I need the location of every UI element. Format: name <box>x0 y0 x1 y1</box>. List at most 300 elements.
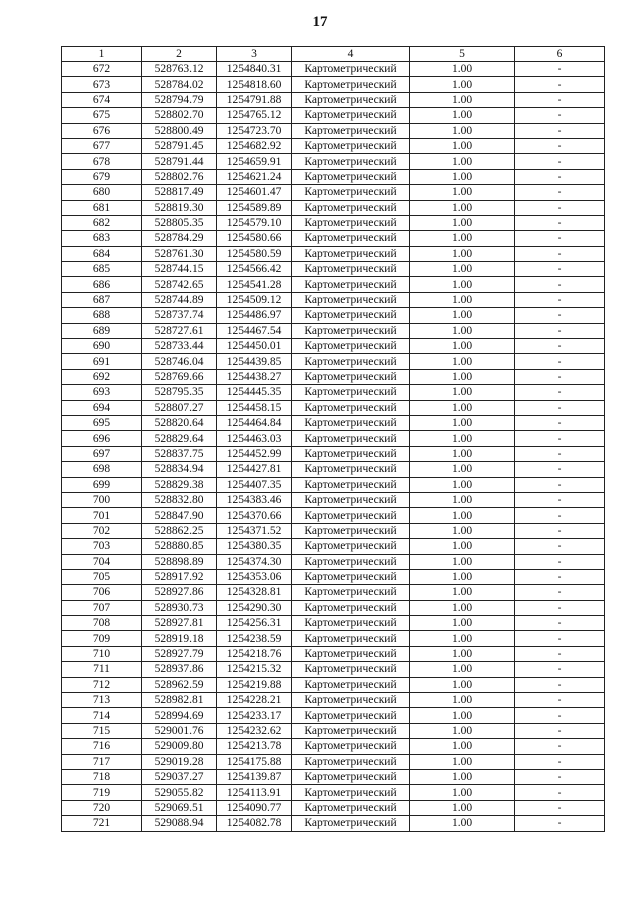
table-row <box>62 677 605 692</box>
point-number-cell: 711 <box>62 662 142 677</box>
note-cell: - <box>515 754 605 769</box>
table-row <box>62 431 605 446</box>
y-coordinate-cell: 1254213.78 <box>217 739 292 754</box>
table-row <box>62 646 605 661</box>
method-cell: Картометрический <box>292 785 410 800</box>
point-number-cell: 716 <box>62 739 142 754</box>
accuracy-cell: 1.00 <box>410 539 515 554</box>
accuracy-cell: 1.00 <box>410 231 515 246</box>
y-coordinate-cell: 1254090.77 <box>217 800 292 815</box>
method-cell: Картометрический <box>292 185 410 200</box>
accuracy-cell: 1.00 <box>410 277 515 292</box>
note-cell: - <box>515 646 605 661</box>
table-row <box>62 339 605 354</box>
table-row <box>62 185 605 200</box>
point-number-cell: 701 <box>62 508 142 523</box>
y-coordinate-cell: 1254439.85 <box>217 354 292 369</box>
method-cell: Картометрический <box>292 215 410 230</box>
y-coordinate-cell: 1254621.24 <box>217 169 292 184</box>
note-cell: - <box>515 477 605 492</box>
method-cell: Картометрический <box>292 569 410 584</box>
method-cell: Картометрический <box>292 262 410 277</box>
x-coordinate-cell: 528737.74 <box>142 308 217 323</box>
table-row <box>62 385 605 400</box>
accuracy-cell: 1.00 <box>410 185 515 200</box>
table-row <box>62 554 605 569</box>
point-number-cell: 715 <box>62 723 142 738</box>
table-row <box>62 415 605 430</box>
point-number-cell: 684 <box>62 246 142 261</box>
method-cell: Картометрический <box>292 523 410 538</box>
y-coordinate-cell: 1254566.42 <box>217 262 292 277</box>
method-cell: Картометрический <box>292 123 410 138</box>
method-cell: Картометрический <box>292 693 410 708</box>
note-cell: - <box>515 277 605 292</box>
point-number-cell: 679 <box>62 169 142 184</box>
accuracy-cell: 1.00 <box>410 200 515 215</box>
accuracy-cell: 1.00 <box>410 585 515 600</box>
note-cell: - <box>515 292 605 307</box>
method-cell: Картометрический <box>292 92 410 107</box>
method-cell: Картометрический <box>292 62 410 77</box>
y-coordinate-cell: 1254175.88 <box>217 754 292 769</box>
table-row <box>62 585 605 600</box>
note-cell: - <box>515 400 605 415</box>
x-coordinate-cell: 528917.92 <box>142 569 217 584</box>
point-number-cell: 714 <box>62 708 142 723</box>
accuracy-cell: 1.00 <box>410 600 515 615</box>
accuracy-cell: 1.00 <box>410 662 515 677</box>
table-row <box>62 492 605 507</box>
method-cell: Картометрический <box>292 415 410 430</box>
y-coordinate-cell: 1254370.66 <box>217 508 292 523</box>
accuracy-cell: 1.00 <box>410 400 515 415</box>
accuracy-cell: 1.00 <box>410 816 515 831</box>
y-coordinate-cell: 1254452.99 <box>217 446 292 461</box>
column-header-1: 1 <box>62 47 142 62</box>
table-row <box>62 400 605 415</box>
accuracy-cell: 1.00 <box>410 462 515 477</box>
x-coordinate-cell: 528791.45 <box>142 138 217 153</box>
x-coordinate-cell: 528744.89 <box>142 292 217 307</box>
table-row <box>62 569 605 584</box>
table-row <box>62 816 605 831</box>
note-cell: - <box>515 769 605 784</box>
y-coordinate-cell: 1254380.35 <box>217 539 292 554</box>
accuracy-cell: 1.00 <box>410 708 515 723</box>
x-coordinate-cell: 528962.59 <box>142 677 217 692</box>
accuracy-cell: 1.00 <box>410 62 515 77</box>
x-coordinate-cell: 528817.49 <box>142 185 217 200</box>
y-coordinate-cell: 1254232.62 <box>217 723 292 738</box>
point-number-cell: 696 <box>62 431 142 446</box>
note-cell: - <box>515 800 605 815</box>
point-number-cell: 692 <box>62 369 142 384</box>
accuracy-cell: 1.00 <box>410 354 515 369</box>
note-cell: - <box>515 108 605 123</box>
y-coordinate-cell: 1254682.92 <box>217 138 292 153</box>
accuracy-cell: 1.00 <box>410 323 515 338</box>
x-coordinate-cell: 528919.18 <box>142 631 217 646</box>
y-coordinate-cell: 1254580.59 <box>217 246 292 261</box>
point-number-cell: 680 <box>62 185 142 200</box>
note-cell: - <box>515 354 605 369</box>
note-cell: - <box>515 631 605 646</box>
table-row <box>62 800 605 815</box>
x-coordinate-cell: 528784.29 <box>142 231 217 246</box>
y-coordinate-cell: 1254765.12 <box>217 108 292 123</box>
coordinates-table <box>61 46 605 832</box>
column-header-4: 4 <box>292 47 410 62</box>
x-coordinate-cell: 528880.85 <box>142 539 217 554</box>
point-number-cell: 709 <box>62 631 142 646</box>
method-cell: Картометрический <box>292 816 410 831</box>
note-cell: - <box>515 154 605 169</box>
note-cell: - <box>515 739 605 754</box>
y-coordinate-cell: 1254464.84 <box>217 415 292 430</box>
method-cell: Картометрический <box>292 477 410 492</box>
y-coordinate-cell: 1254601.47 <box>217 185 292 200</box>
point-number-cell: 708 <box>62 616 142 631</box>
column-header-5: 5 <box>410 47 515 62</box>
page-number: 17 <box>312 14 328 30</box>
point-number-cell: 718 <box>62 769 142 784</box>
table-row <box>62 277 605 292</box>
method-cell: Картометрический <box>292 308 410 323</box>
note-cell: - <box>515 539 605 554</box>
y-coordinate-cell: 1254113.91 <box>217 785 292 800</box>
point-number-cell: 705 <box>62 569 142 584</box>
table-row <box>62 523 605 538</box>
y-coordinate-cell: 1254818.60 <box>217 77 292 92</box>
table-row <box>62 169 605 184</box>
method-cell: Картометрический <box>292 339 410 354</box>
note-cell: - <box>515 62 605 77</box>
y-coordinate-cell: 1254723.70 <box>217 123 292 138</box>
point-number-cell: 720 <box>62 800 142 815</box>
x-coordinate-cell: 529055.82 <box>142 785 217 800</box>
x-coordinate-cell: 529037.27 <box>142 769 217 784</box>
accuracy-cell: 1.00 <box>410 108 515 123</box>
y-coordinate-cell: 1254509.12 <box>217 292 292 307</box>
accuracy-cell: 1.00 <box>410 431 515 446</box>
y-coordinate-cell: 1254139.87 <box>217 769 292 784</box>
x-coordinate-cell: 528847.90 <box>142 508 217 523</box>
note-cell: - <box>515 569 605 584</box>
column-header-3: 3 <box>217 47 292 62</box>
table-row <box>62 77 605 92</box>
note-cell: - <box>515 92 605 107</box>
y-coordinate-cell: 1254233.17 <box>217 708 292 723</box>
x-coordinate-cell: 528898.89 <box>142 554 217 569</box>
note-cell: - <box>515 308 605 323</box>
table-body <box>62 62 605 832</box>
point-number-cell: 693 <box>62 385 142 400</box>
method-cell: Картометрический <box>292 723 410 738</box>
accuracy-cell: 1.00 <box>410 169 515 184</box>
point-number-cell: 697 <box>62 446 142 461</box>
point-number-cell: 677 <box>62 138 142 153</box>
accuracy-cell: 1.00 <box>410 308 515 323</box>
method-cell: Картометрический <box>292 662 410 677</box>
method-cell: Картометрический <box>292 600 410 615</box>
point-number-cell: 712 <box>62 677 142 692</box>
note-cell: - <box>515 816 605 831</box>
accuracy-cell: 1.00 <box>410 339 515 354</box>
method-cell: Картометрический <box>292 369 410 384</box>
accuracy-cell: 1.00 <box>410 292 515 307</box>
method-cell: Картометрический <box>292 77 410 92</box>
accuracy-cell: 1.00 <box>410 693 515 708</box>
table-row <box>62 462 605 477</box>
note-cell: - <box>515 246 605 261</box>
accuracy-cell: 1.00 <box>410 369 515 384</box>
table-row <box>62 231 605 246</box>
accuracy-cell: 1.00 <box>410 123 515 138</box>
x-coordinate-cell: 528837.75 <box>142 446 217 461</box>
point-number-cell: 694 <box>62 400 142 415</box>
method-cell: Картометрический <box>292 354 410 369</box>
table-row <box>62 508 605 523</box>
method-cell: Картометрический <box>292 138 410 153</box>
point-number-cell: 721 <box>62 816 142 831</box>
y-coordinate-cell: 1254082.78 <box>217 816 292 831</box>
accuracy-cell: 1.00 <box>410 215 515 230</box>
note-cell: - <box>515 708 605 723</box>
note-cell: - <box>515 492 605 507</box>
point-number-cell: 688 <box>62 308 142 323</box>
note-cell: - <box>515 431 605 446</box>
method-cell: Картометрический <box>292 169 410 184</box>
point-number-cell: 698 <box>62 462 142 477</box>
x-coordinate-cell: 528733.44 <box>142 339 217 354</box>
x-coordinate-cell: 528802.76 <box>142 169 217 184</box>
note-cell: - <box>515 662 605 677</box>
accuracy-cell: 1.00 <box>410 492 515 507</box>
y-coordinate-cell: 1254374.30 <box>217 554 292 569</box>
x-coordinate-cell: 528744.15 <box>142 262 217 277</box>
y-coordinate-cell: 1254791.88 <box>217 92 292 107</box>
accuracy-cell: 1.00 <box>410 754 515 769</box>
x-coordinate-cell: 528807.27 <box>142 400 217 415</box>
point-number-cell: 710 <box>62 646 142 661</box>
point-number-cell: 719 <box>62 785 142 800</box>
y-coordinate-cell: 1254541.28 <box>217 277 292 292</box>
x-coordinate-cell: 528862.25 <box>142 523 217 538</box>
method-cell: Картометрический <box>292 539 410 554</box>
x-coordinate-cell: 528761.30 <box>142 246 217 261</box>
y-coordinate-cell: 1254438.27 <box>217 369 292 384</box>
point-number-cell: 678 <box>62 154 142 169</box>
table-row <box>62 631 605 646</box>
note-cell: - <box>515 185 605 200</box>
note-cell: - <box>515 508 605 523</box>
point-number-cell: 706 <box>62 585 142 600</box>
point-number-cell: 683 <box>62 231 142 246</box>
x-coordinate-cell: 528800.49 <box>142 123 217 138</box>
method-cell: Картометрический <box>292 554 410 569</box>
x-coordinate-cell: 528982.81 <box>142 693 217 708</box>
table-row <box>62 138 605 153</box>
table-row <box>62 723 605 738</box>
method-cell: Картометрический <box>292 292 410 307</box>
x-coordinate-cell: 528805.35 <box>142 215 217 230</box>
point-number-cell: 707 <box>62 600 142 615</box>
point-number-cell: 675 <box>62 108 142 123</box>
table-row <box>62 354 605 369</box>
table-row <box>62 123 605 138</box>
x-coordinate-cell: 528834.94 <box>142 462 217 477</box>
note-cell: - <box>515 231 605 246</box>
table-row <box>62 739 605 754</box>
y-coordinate-cell: 1254467.54 <box>217 323 292 338</box>
table-row <box>62 616 605 631</box>
accuracy-cell: 1.00 <box>410 523 515 538</box>
x-coordinate-cell: 528746.04 <box>142 354 217 369</box>
note-cell: - <box>515 323 605 338</box>
method-cell: Картометрический <box>292 631 410 646</box>
y-coordinate-cell: 1254450.01 <box>217 339 292 354</box>
x-coordinate-cell: 528820.64 <box>142 415 217 430</box>
accuracy-cell: 1.00 <box>410 138 515 153</box>
x-coordinate-cell: 528802.70 <box>142 108 217 123</box>
y-coordinate-cell: 1254219.88 <box>217 677 292 692</box>
table-header-row <box>62 47 605 62</box>
method-cell: Картометрический <box>292 400 410 415</box>
accuracy-cell: 1.00 <box>410 723 515 738</box>
note-cell: - <box>515 523 605 538</box>
table-row <box>62 446 605 461</box>
method-cell: Картометрический <box>292 677 410 692</box>
x-coordinate-cell: 528930.73 <box>142 600 217 615</box>
x-coordinate-cell: 529019.28 <box>142 754 217 769</box>
point-number-cell: 695 <box>62 415 142 430</box>
note-cell: - <box>515 693 605 708</box>
point-number-cell: 703 <box>62 539 142 554</box>
x-coordinate-cell: 528795.35 <box>142 385 217 400</box>
point-number-cell: 702 <box>62 523 142 538</box>
x-coordinate-cell: 528832.80 <box>142 492 217 507</box>
x-coordinate-cell: 528937.86 <box>142 662 217 677</box>
method-cell: Картометрический <box>292 769 410 784</box>
point-number-cell: 676 <box>62 123 142 138</box>
accuracy-cell: 1.00 <box>410 569 515 584</box>
note-cell: - <box>515 200 605 215</box>
table-row <box>62 108 605 123</box>
method-cell: Картометрический <box>292 585 410 600</box>
note-cell: - <box>515 462 605 477</box>
note-cell: - <box>515 415 605 430</box>
accuracy-cell: 1.00 <box>410 262 515 277</box>
y-coordinate-cell: 1254458.15 <box>217 400 292 415</box>
y-coordinate-cell: 1254579.10 <box>217 215 292 230</box>
x-coordinate-cell: 528784.02 <box>142 77 217 92</box>
note-cell: - <box>515 138 605 153</box>
table-row <box>62 769 605 784</box>
note-cell: - <box>515 339 605 354</box>
accuracy-cell: 1.00 <box>410 616 515 631</box>
y-coordinate-cell: 1254238.59 <box>217 631 292 646</box>
point-number-cell: 674 <box>62 92 142 107</box>
accuracy-cell: 1.00 <box>410 769 515 784</box>
table-row <box>62 154 605 169</box>
table-row <box>62 600 605 615</box>
x-coordinate-cell: 528742.65 <box>142 277 217 292</box>
table-row <box>62 262 605 277</box>
x-coordinate-cell: 529001.76 <box>142 723 217 738</box>
table-row <box>62 785 605 800</box>
method-cell: Картометрический <box>292 708 410 723</box>
x-coordinate-cell: 528819.30 <box>142 200 217 215</box>
method-cell: Картометрический <box>292 446 410 461</box>
point-number-cell: 690 <box>62 339 142 354</box>
y-coordinate-cell: 1254427.81 <box>217 462 292 477</box>
note-cell: - <box>515 723 605 738</box>
accuracy-cell: 1.00 <box>410 739 515 754</box>
note-cell: - <box>515 600 605 615</box>
accuracy-cell: 1.00 <box>410 246 515 261</box>
accuracy-cell: 1.00 <box>410 508 515 523</box>
y-coordinate-cell: 1254328.81 <box>217 585 292 600</box>
method-cell: Картометрический <box>292 462 410 477</box>
method-cell: Картометрический <box>292 754 410 769</box>
method-cell: Картометрический <box>292 800 410 815</box>
method-cell: Картометрический <box>292 739 410 754</box>
table-row <box>62 246 605 261</box>
table-row <box>62 693 605 708</box>
y-coordinate-cell: 1254659.91 <box>217 154 292 169</box>
point-number-cell: 687 <box>62 292 142 307</box>
table-row <box>62 662 605 677</box>
note-cell: - <box>515 554 605 569</box>
y-coordinate-cell: 1254371.52 <box>217 523 292 538</box>
table-row <box>62 215 605 230</box>
note-cell: - <box>515 169 605 184</box>
x-coordinate-cell: 528794.79 <box>142 92 217 107</box>
method-cell: Картометрический <box>292 616 410 631</box>
x-coordinate-cell: 528994.69 <box>142 708 217 723</box>
note-cell: - <box>515 785 605 800</box>
point-number-cell: 689 <box>62 323 142 338</box>
note-cell: - <box>515 215 605 230</box>
y-coordinate-cell: 1254589.89 <box>217 200 292 215</box>
x-coordinate-cell: 528791.44 <box>142 154 217 169</box>
note-cell: - <box>515 585 605 600</box>
x-coordinate-cell: 529009.80 <box>142 739 217 754</box>
table-row <box>62 62 605 77</box>
note-cell: - <box>515 616 605 631</box>
x-coordinate-cell: 529088.94 <box>142 816 217 831</box>
point-number-cell: 700 <box>62 492 142 507</box>
method-cell: Картометрический <box>292 108 410 123</box>
column-header-6: 6 <box>515 47 605 62</box>
point-number-cell: 713 <box>62 693 142 708</box>
point-number-cell: 672 <box>62 62 142 77</box>
table-row <box>62 292 605 307</box>
accuracy-cell: 1.00 <box>410 785 515 800</box>
y-coordinate-cell: 1254256.31 <box>217 616 292 631</box>
table-row <box>62 477 605 492</box>
x-coordinate-cell: 528829.64 <box>142 431 217 446</box>
accuracy-cell: 1.00 <box>410 631 515 646</box>
table-row <box>62 708 605 723</box>
method-cell: Картометрический <box>292 508 410 523</box>
y-coordinate-cell: 1254383.46 <box>217 492 292 507</box>
method-cell: Картометрический <box>292 277 410 292</box>
method-cell: Картометрический <box>292 385 410 400</box>
y-coordinate-cell: 1254486.97 <box>217 308 292 323</box>
method-cell: Картометрический <box>292 646 410 661</box>
